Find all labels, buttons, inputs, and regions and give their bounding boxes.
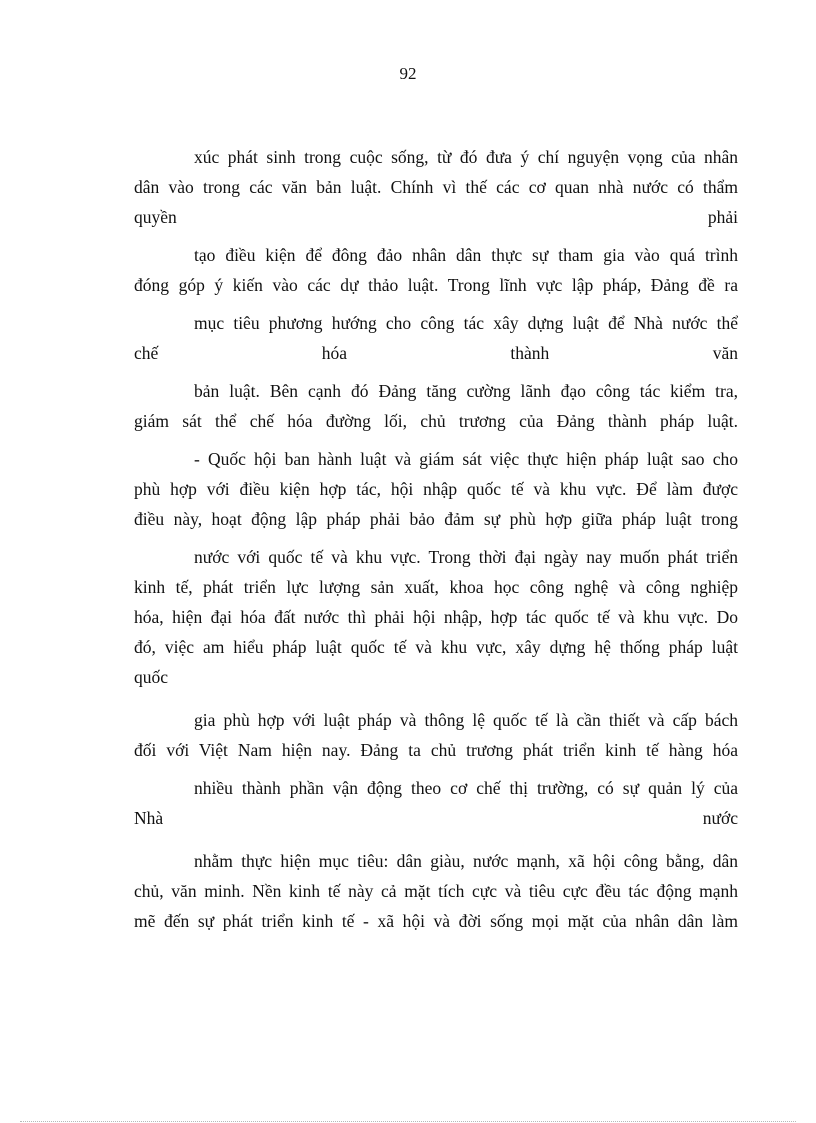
text-line: chế hóa thành văn <box>134 343 738 363</box>
text-line: bản luật. Bên cạnh đó Đảng tăng cường lãnh đạo công tác kiểm tra, <box>194 381 738 401</box>
text-line: xúc phát sinh trong cuộc sống, từ đó đưa ý chí nguyện vọng của nhân <box>194 147 738 167</box>
text-line: phù hợp với điều kiện hợp tác, hội nhập quốc tế và khu vực. Để làm được <box>134 479 738 499</box>
text-line: Nhà nước <box>134 808 738 828</box>
text-line: hóa, hiện đại hóa đất nước thì phải hội nhập, hợp tác quốc tế và khu vực. Do <box>134 607 738 627</box>
page-number: 92 <box>399 64 417 83</box>
text-line: đóng góp ý kiến vào các dự thảo luật. Trong lĩnh vực lập pháp, Đảng đề ra <box>134 275 738 295</box>
text-line: điều này, hoạt động lập pháp phải bảo đảm sự phù hợp giữa pháp luật trong <box>134 509 738 529</box>
text-line: nhiều thành phần vận động theo cơ chế thị trường, có sự quản lý của <box>194 778 738 798</box>
text-line: gia phù hợp với luật pháp và thông lệ quốc tế là cần thiết và cấp bách <box>194 710 738 730</box>
text-line: dân vào trong các văn bản luật. Chính vì thế các cơ quan nhà nước có thẩm <box>134 177 738 197</box>
text-line: nhằm thực hiện mục tiêu: dân giàu, nước mạnh, xã hội công bằng, dân <box>194 851 738 871</box>
text-line: mục tiêu phương hướng cho công tác xây dựng luật để Nhà nước thể <box>194 313 738 333</box>
text-line: đối với Việt Nam hiện nay. Đảng ta chủ trương phát triển kinh tế hàng hóa <box>134 740 738 760</box>
text-line: mẽ đến sự phát triển kinh tế - xã hội và đời sống mọi mặt của nhân dân làm <box>134 911 738 931</box>
text-line: nước với quốc tế và khu vực. Trong thời đại ngày nay muốn phát triển <box>194 547 738 567</box>
text-line: đó, việc am hiểu pháp luật quốc tế và khu vực, xây dựng hệ thống pháp luật <box>134 637 738 657</box>
text-line: tạo điều kiện để đông đảo nhân dân thực sự tham gia vào quá trình <box>194 245 738 265</box>
text-line: - Quốc hội ban hành luật và giám sát việc thực hiện pháp luật sao cho <box>194 449 738 469</box>
text-line: giám sát thể chế hóa đường lối, chủ trương của Đảng thành pháp luật. <box>134 411 738 431</box>
text-line: kinh tế, phát triển lực lượng sản xuất, khoa học công nghệ và công nghiệp <box>134 577 738 597</box>
text-line: quyền phải <box>134 207 738 227</box>
text-line: quốc <box>134 667 169 687</box>
text-line: chủ, văn minh. Nền kinh tế này cả mặt tích cực và tiêu cực đều tác động mạnh <box>134 881 738 901</box>
page-bottom-divider <box>20 1121 796 1122</box>
